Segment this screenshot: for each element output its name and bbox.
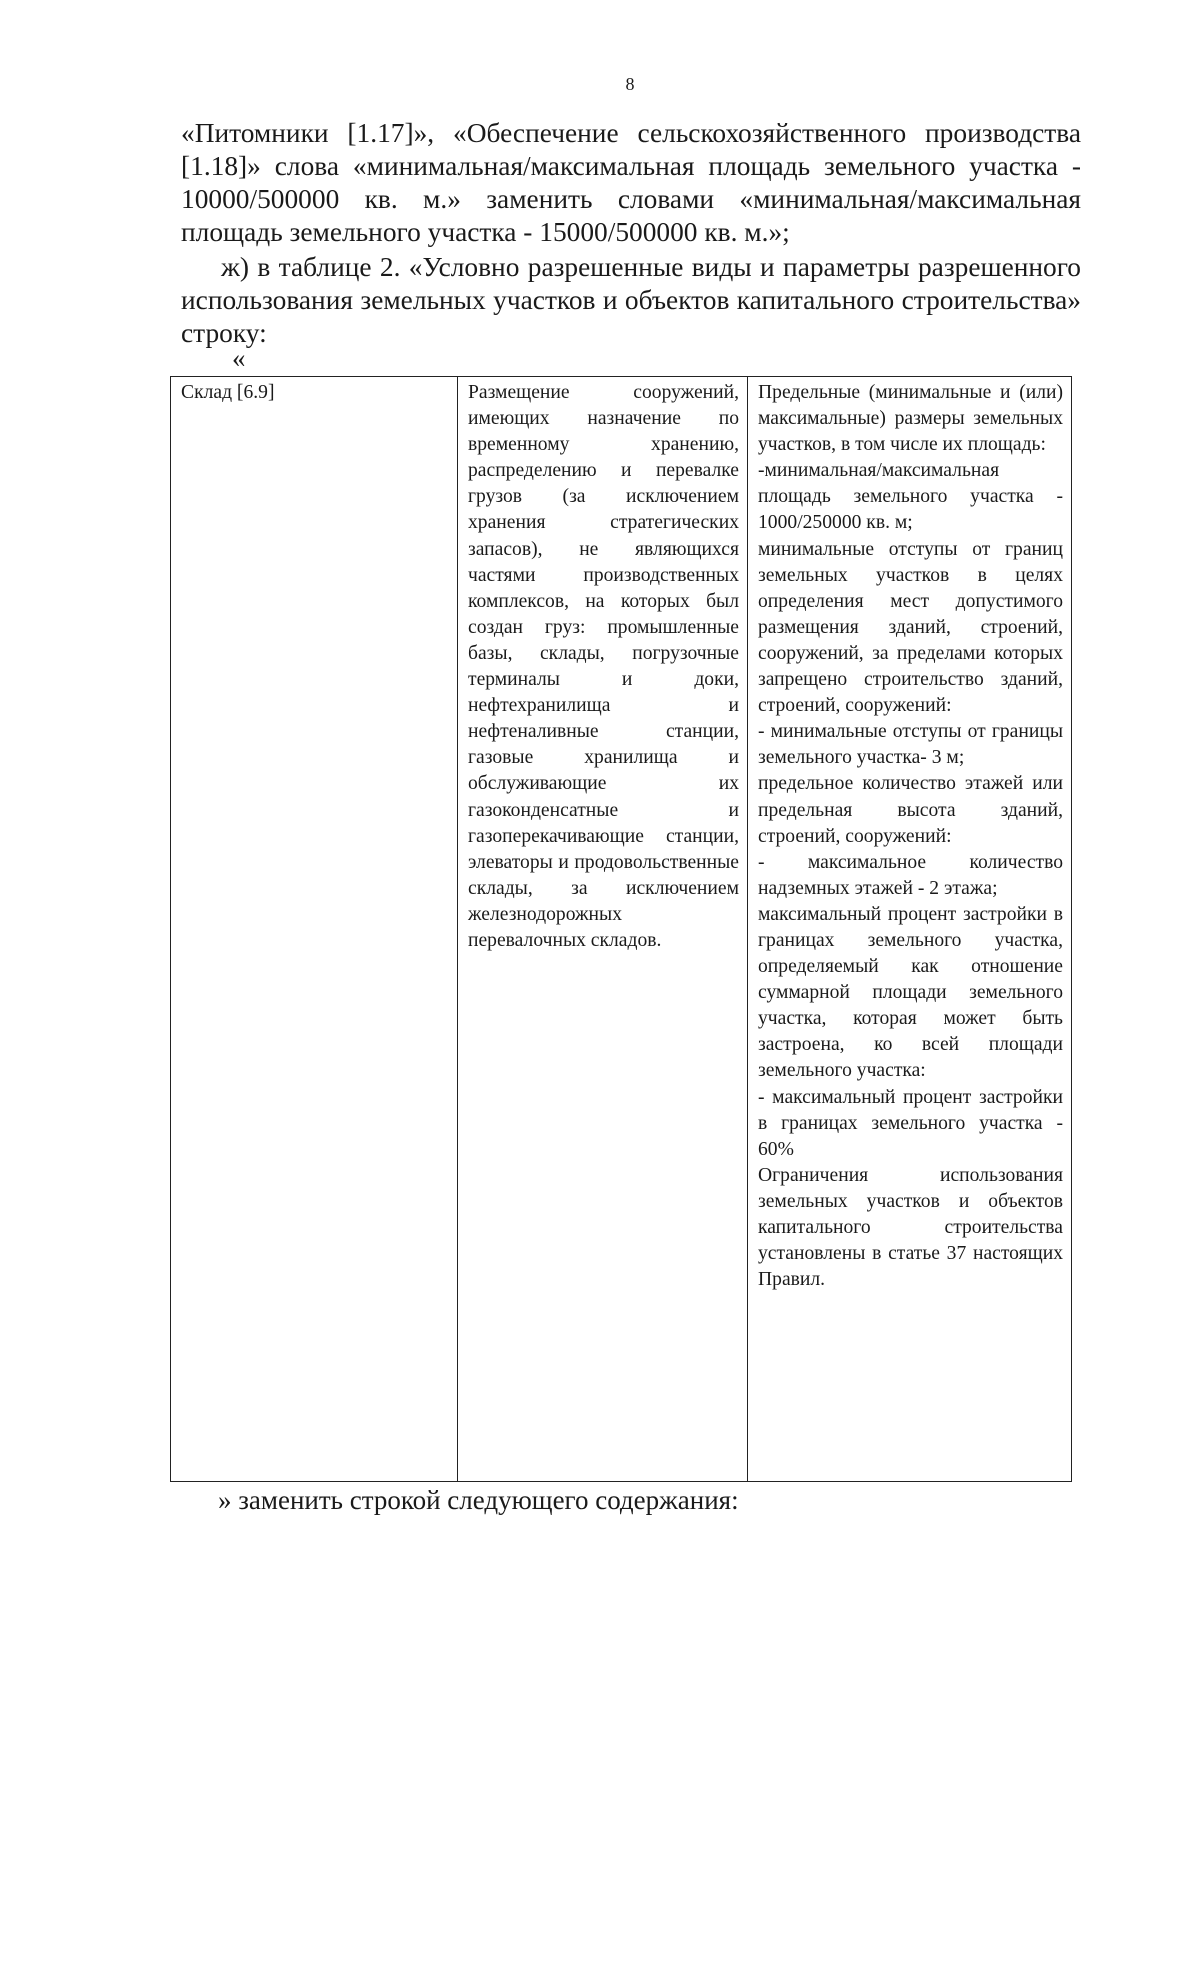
paragraph-2-text: ж) в таблице 2. «Условно разрешенные виды и параметры разрешенного использования земельных участков и объектов капитального строительства» строку: <box>181 252 1081 348</box>
land-use-table <box>170 376 1072 1482</box>
parameter-line: -минимальная/максимальная площадь земельного участка - 1000/250000 кв. м; <box>758 460 1063 534</box>
parameter-line: минимальные отступы от границ земельных участков в целях определения мест допустимого размещения зданий, строений, сооружений, за пределами которых запрещено строительство зданий, строений, сооружений: <box>758 538 1063 717</box>
cell-parameters <box>748 377 1072 1482</box>
paragraph-2 <box>181 251 1081 350</box>
opening-quote: « <box>232 343 246 373</box>
page-number: 8 <box>625 74 635 94</box>
parameter-line: - минимальные отступы от границы земельного участка- 3 м; <box>758 721 1063 769</box>
cell-use-description: Размещение сооружений, имеющих назначение по временному хранению, распределению и перевалке грузов (за исключением хранения стратегических запасов), не являющихся частями производственных комплексов, на которых был создан груз: промышленные базы, склады, погрузочные терминалы и доки, нефтехранилища и нефтеналивные станции, газовые хранилища и обслуживающие их газоконденсатные и газоперекачивающие станции, элеваторы и продовольственные склады, за исключением железнодорожных перевалочных складов. <box>458 377 748 1482</box>
paragraph-1-text: «Питомники [1.17]», «Обеспечение сельскохозяйственного производства [1.18]» слова «минимальная/максимальная площадь земельного участка - 10000/500000 кв. м.» заменить словами «минимальная/максимальная площадь земельного участка - 15000/500000 кв. м.»; <box>181 118 1081 247</box>
parameter-line: - максимальный процент застройки в границах земельного участка - 60% <box>758 1086 1063 1160</box>
table-row <box>171 377 1072 1482</box>
closing-text: » заменить строкой следующего содержания: <box>218 1485 739 1515</box>
paragraph-1 <box>181 117 1081 249</box>
parameter-line: - максимальное количество надземных этажей - 2 этажа; <box>758 851 1063 899</box>
parameter-line: Предельные (минимальные и (или) максимальные) размеры земельных участков, в том числе их площадь: <box>758 382 1063 456</box>
parameter-line: максимальный процент застройки в границах земельного участка, определяемый как отношение суммарной площади земельного участка, которая может быть застроена, ко всей площади земельного участка: <box>758 903 1063 1082</box>
parameter-line: Ограничения использования земельных участков и объектов капитального строительства установлены в статье 37 настоящих Правил. <box>758 1164 1063 1291</box>
cell-use-type: Склад [6.9] <box>171 377 458 1482</box>
parameter-line: предельное количество этажей или предельная высота зданий, строений, сооружений: <box>758 773 1063 847</box>
